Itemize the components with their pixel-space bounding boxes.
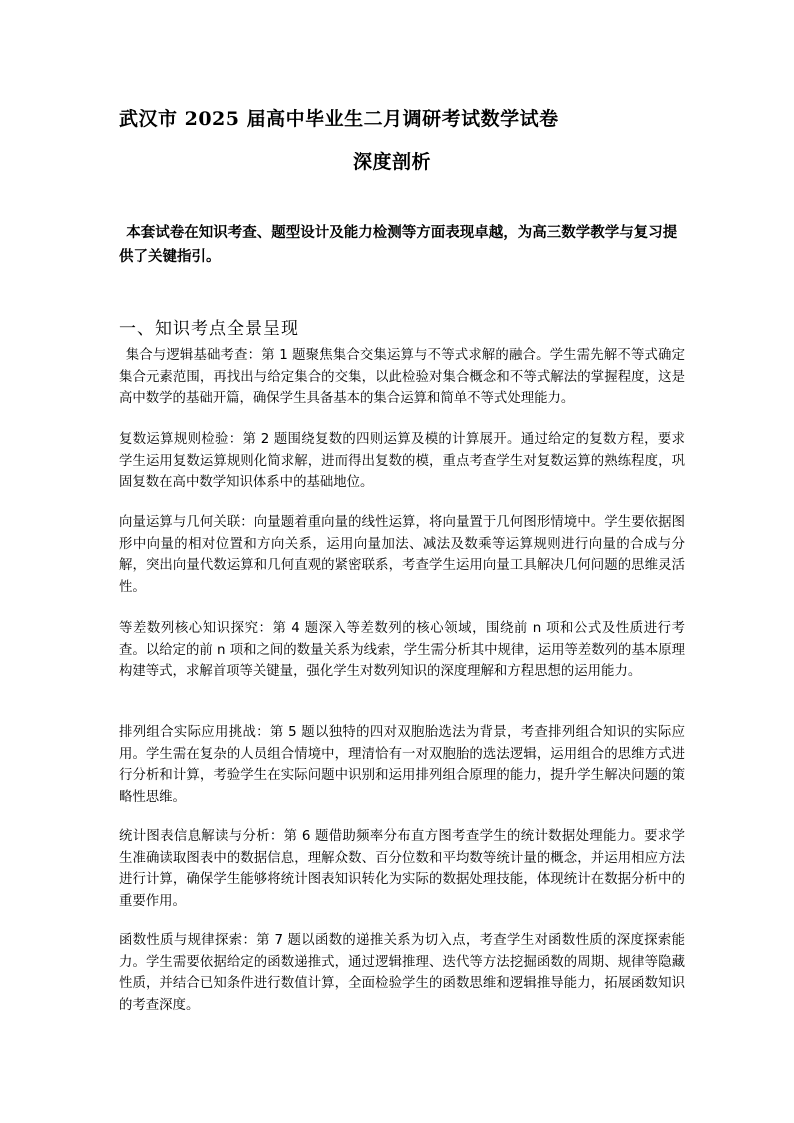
document-title: 武汉市 2025 届高中毕业生二月调研考试数学试卷 (119, 108, 559, 130)
paragraph-function-properties: 函数性质与规律探索：第 7 题以函数的递推关系为切入点，考查学生对函数性质的深度探索能力。学生需要依据给定的函数递推式，通过逻辑推理、迭代等方法挖掘函数的周期、规律等隐藏性质，并结合已知条件进行数值计算，全面检验学生的函数思维和逻辑推导能力，拓展函数知识的考查深度。 (119, 933, 685, 1013)
paragraph-vectors: 向量运算与几何关联：向量题着重向量的线性运算，将向量置于几何图形情境中。学生要依据图形中向量的相对位置和方向关系，运用向量加法、减法及数乘等运算规则进行向量的合成与分解，突出向量代数运算和几何直观的紧密联系，考查学生运用向量工具解决几何问题的思维灵活性。 (119, 515, 685, 595)
section-heading: 一、知识考点全景呈现 (119, 319, 299, 339)
paragraph-arithmetic-sequence: 等差数列核心知识探究：第 4 题深入等差数列的核心领域，围绕前 n 项和公式及性质进行考查。以给定的前 n 项和之间的数量关系为线索，学生需分析其中规律，运用等差数列的基本原理构建等式，求解首项等关键量，强化学生对数列知识的深度理解和方程思想的运用能力。 (119, 621, 686, 680)
paragraph-statistics: 统计图表信息解读与分析：第 6 题借助频率分布直方图考查学生的统计数据处理能力。要求学生准确读取图表中的数据信息，理解众数、百分位数和平均数等统计量的概念，并运用相应方法进行计算，确保学生能够将统计图表知识转化为实际的数据处理技能，体现统计在数据分析中的重要作用。 (119, 829, 685, 909)
paragraph-set-logic: 集合与逻辑基础考查：第 1 题聚焦集合交集运算与不等式求解的融合。学生需先解不等式确定集合元素范围，再找出与给定集合的交集，以此检验对集合概念和不等式解法的掌握程度，这是高中数学的基础开篇，确保学生具备基本的集合运算和简单不等式处理能力。 (119, 348, 685, 407)
intro-paragraph: 本套试卷在知识考查、题型设计及能力检测等方面表现卓越，为高三数学教学与复习提供了关键指引。 (119, 224, 678, 265)
paragraph-complex-numbers: 复数运算规则检验：第 2 题围绕复数的四则运算及模的计算展开。通过给定的复数方程，要求学生运用复数运算规则化简求解，进而得出复数的模，重点考查学生对复数运算的熟练程度，巩固复数在高中数学知识体系中的基础地位。 (119, 432, 685, 491)
paragraph-permutation-combination: 排列组合实际应用挑战：第 5 题以独特的四对双胞胎选法为背景，考查排列组合知识的实际应用。学生需在复杂的人员组合情境中，理清恰有一对双胞胎的选法逻辑，运用组合的思维方式进行分析和计算，考验学生在实际问题中识别和运用排列组合原理的能力，提升学生解决问题的策略性思维。 (119, 725, 685, 805)
document-subtitle: 深度剖析 (353, 151, 432, 173)
